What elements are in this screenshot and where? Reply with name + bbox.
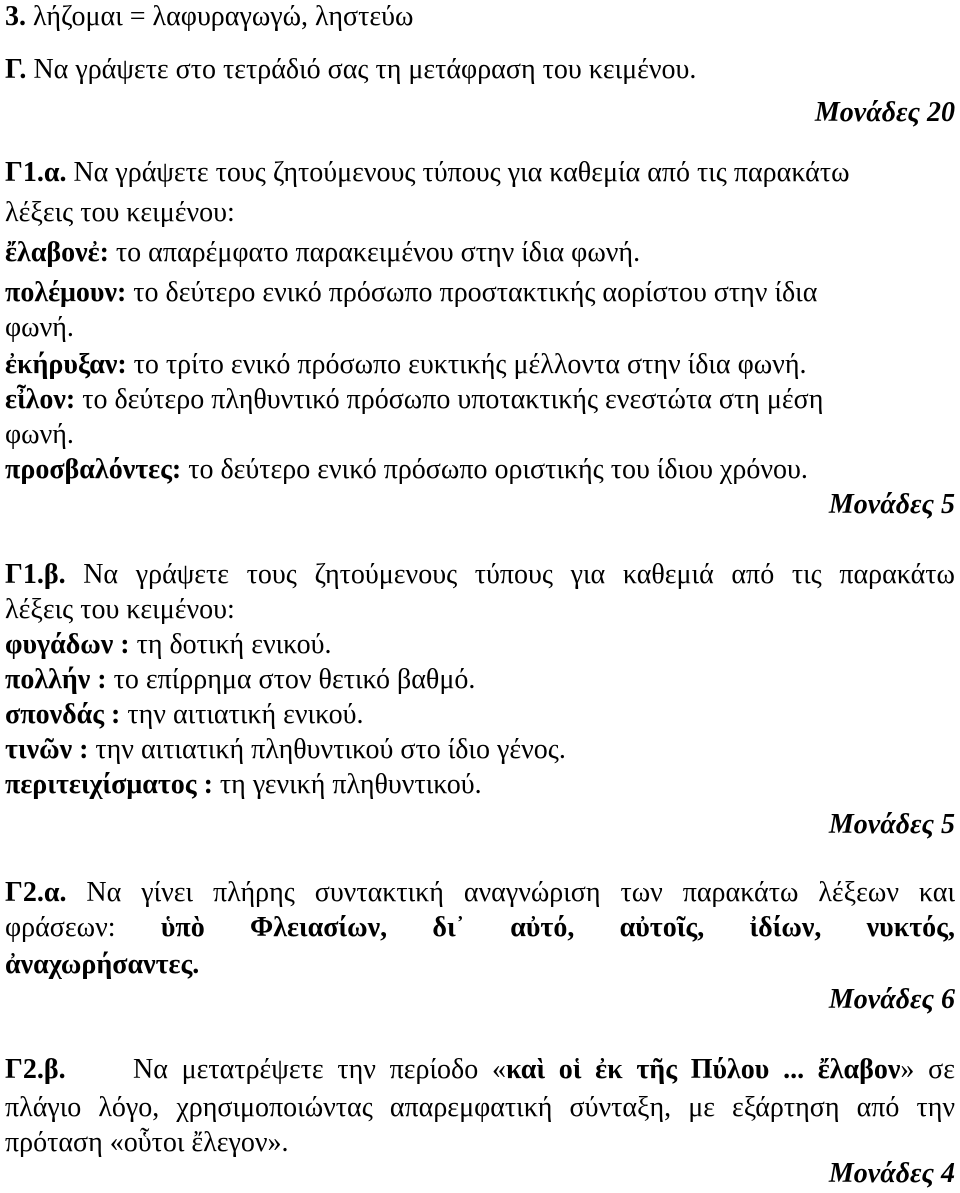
translation-task-label: Γ.	[5, 54, 27, 85]
g1a-item-word: ἔλαβονἐ:	[5, 237, 109, 268]
g1a-instruction-text: Να γράψετε τους ζητούμενους τύπους για καθεμία από τις παρακάτω	[66, 157, 850, 188]
g1b-points	[5, 808, 955, 842]
g1a-item-task: το απαρέμφατο παρακειμένου στην ίδια φωνή.	[108, 237, 641, 268]
g2a-terms-line	[5, 911, 955, 945]
points-label: Μονάδες 5	[828, 489, 955, 520]
g1a-instruction-text: λέξεις του κειμένου:	[5, 197, 235, 228]
translation-task-text: Να γράψετε στο τετράδιό σας τη μετάφραση του κειμένου.	[26, 54, 697, 85]
points-label: Μονάδες 6	[828, 984, 955, 1015]
g2a-terms-continuation	[5, 948, 955, 982]
g2b-text: πρόταση «οὗτοι ἔλεγον».	[5, 1127, 289, 1158]
g1a-item-task: το τρίτο ενικό πρόσωπο ευκτικής μέλλοντα στην ίδια φωνή.	[126, 349, 807, 380]
g1b-instruction-line-2	[5, 593, 955, 627]
g1a-item-word: προσβαλόντες:	[5, 454, 182, 485]
g1a-item-word: εἶλον:	[5, 384, 76, 415]
g1a-item-task: το δεύτερο ενικό πρόσωπο οριστικής του ίδιου χρόνου.	[181, 454, 808, 485]
g1b-instruction-text: Να γράψετε τους ζητούμενους τύπους για καθεμιά από τις παρακάτω	[65, 559, 955, 590]
g2a-lead-text: φράσεων:	[5, 912, 161, 943]
g2a-instruction-line	[5, 876, 955, 910]
g1b-item-word: περιτειχίσματος :	[5, 769, 213, 800]
g1a-points	[5, 488, 955, 522]
g1b-item	[5, 663, 955, 697]
g1a-item-task: το δεύτερο πληθυντικό πρόσωπο υποτακτικής ενεστώτα στη μέση	[75, 384, 824, 415]
g1b-item-task: την αιτιατική ενικού.	[120, 699, 364, 730]
g1b-label: Γ1.β.	[5, 559, 66, 590]
g1a-item	[5, 453, 955, 487]
g1a-label: Γ1.α.	[5, 157, 67, 188]
g1b-item-task: τη γενική πληθυντικού.	[212, 769, 482, 800]
g2b-text-after: » σε	[900, 1054, 956, 1085]
translation-points	[5, 96, 955, 130]
g2b-instruction-line-3	[5, 1126, 955, 1160]
g1b-item-word: σπονδάς :	[5, 699, 121, 730]
g1b-item	[5, 628, 955, 662]
g1b-item-task: την αιτιατική πληθυντικού στο ίδιο γένος.	[88, 734, 566, 765]
vocabulary-note-text: λήζομαι = λαφυραγωγώ, ληστεύω	[26, 1, 414, 32]
g1b-item-word: πολλήν :	[5, 664, 107, 695]
points-label: Μονάδες 4	[828, 1158, 955, 1189]
g2a-label: Γ2.α.	[5, 877, 67, 908]
g1a-item	[5, 276, 955, 310]
g2b-label: Γ2.β.	[5, 1054, 66, 1085]
g2a-instruction-text: Να γίνει πλήρης συντακτική αναγνώριση των παρακάτω λέξεων και	[66, 877, 955, 908]
g1b-item-word: τινῶν :	[5, 734, 89, 765]
g1a-item	[5, 236, 955, 270]
vocabulary-note-line	[5, 0, 955, 34]
g1b-item-word: φυγάδων :	[5, 629, 130, 660]
points-label: Μονάδες 5	[828, 809, 955, 840]
item-number: 3.	[5, 1, 26, 32]
g2a-terms-cont: ἀναχωρήσαντες.	[5, 949, 200, 980]
g2a-terms: ὑπὸ Φλειασίων, δι᾽ αὐτό, αὐτοῖς, ἰδίων, νυκτός,	[160, 912, 955, 943]
g2a-points	[5, 983, 955, 1017]
translation-task-line	[5, 53, 955, 87]
g1a-item-task-cont: φωνή.	[5, 312, 74, 343]
g1a-item-continuation	[5, 418, 955, 452]
g1b-item	[5, 733, 955, 767]
g1a-instruction-line-1	[5, 156, 955, 190]
g1a-item-task: το δεύτερο ενικό πρόσωπο προστακτικής αορίστου στην ίδια	[126, 277, 818, 308]
g1b-item	[5, 768, 955, 802]
g2b-instruction-line-1	[5, 1053, 955, 1087]
g2b-text-before: Να μετατρέψετε την περίοδο «	[133, 1054, 506, 1085]
g1b-item-task: τη δοτική ενικού.	[129, 629, 332, 660]
points-label: Μονάδες 20	[814, 97, 955, 128]
g1a-item	[5, 348, 955, 382]
g1a-item-word: πολέμουν:	[5, 277, 127, 308]
g1a-item-word: ἐκήρυξαν:	[5, 349, 127, 380]
g1a-item	[5, 383, 955, 417]
g1b-item	[5, 698, 955, 732]
g2b-text: πλάγιο λόγο, χρησιμοποιώντας απαρεμφατική σύνταξη, με εξάρτηση από την	[5, 1092, 955, 1123]
g2b-instruction-line-2	[5, 1091, 955, 1125]
g1a-item-continuation	[5, 311, 955, 345]
g1b-item-task: το επίρρημα στον θετικό βαθμό.	[106, 664, 476, 695]
g2b-quoted-period: καὶ οἱ ἐκ τῆς Πύλου ... ἔλαβον	[505, 1054, 901, 1085]
g1a-instruction-line-2	[5, 196, 955, 230]
g2b-points	[5, 1157, 955, 1191]
g1a-item-task-cont: φωνή.	[5, 419, 74, 450]
g1b-instruction-text: λέξεις του κειμένου:	[5, 594, 235, 625]
g1b-instruction-line-1	[5, 558, 955, 592]
